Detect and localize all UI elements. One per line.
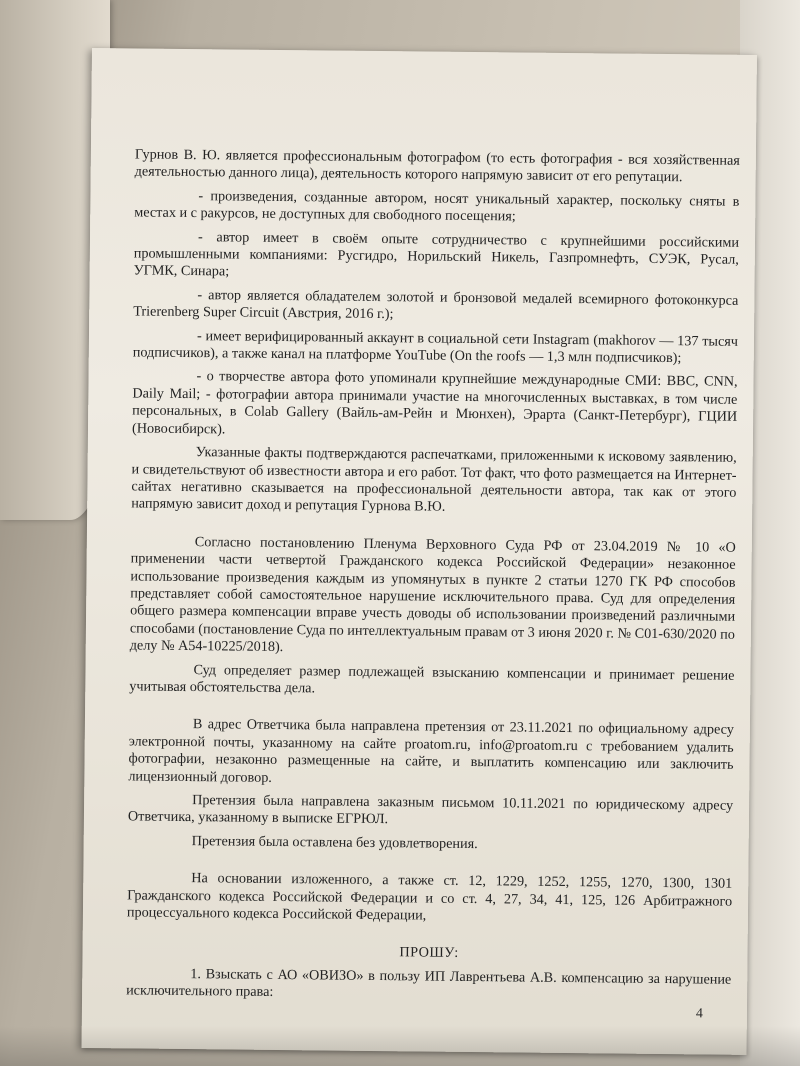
paragraph-claim-mail: Претензия была направлена заказным письмом 10.11.2021 по юридическому адресу Ответчика, указанному в выписке ЕГРЮЛ. (127, 792, 734, 828)
paragraph-medals: - автор является обладателем золотой и бронзовой медалей всемирного фотоконкурса Trierenberg Super Circuit (Австрия, 2016 г.); (133, 286, 739, 323)
paragraph-media: - о творчестве автора фото упоминали крупнейшие международные СМИ: BBC, CNN, Daily Mail; - фотографии автора принимали участие на многочисленных выставках, в том числе персональных, в Colab Gallery (Вайль-ам-Рейн и Мюнхен), Эрарта (Санкт-Петербург), ГЦИИ (Новосибирск). (131, 368, 738, 438)
paragraph-claim-rejected: Претензия была оставлена без удовлетворения. (191, 832, 478, 852)
paragraph-claim-email: В адрес Ответчика была направлена претензия от 23.11.2021 по официальному адресу электронной почты, указанному на сайте proatom.ru, info@proatom.ru с требованием удалить фотографии, незаконно размещенные на сайте, и выплатить компенсацию или заключить лицензионный договор. (128, 716, 734, 786)
page-number: 4 (695, 1006, 703, 1022)
document-body (126, 146, 740, 1012)
paragraph-facts: Указанные факты подтверждаются распечатками, приложенными к исковому заявлению, и свидетельствуют об известности автора и его работ. Тот факт, что фото размещается на Интернет-сайтах негативно сказывается на профессиональной деятельности автора, так как от этого напрямую зависит доход и репутация Гурнова В.Ю. (131, 444, 737, 516)
paragraph-court: Суд определяет размер подлежащей взысканию компенсации и принимает решение учитывая обстоятельства дела. (129, 661, 735, 697)
request-heading: ПРОШУ: (399, 944, 459, 962)
paragraph-plenum: Согласно постановлению Пленума Верховного Суда РФ от 23.04.2019 № 10 «О применении части четвертой Гражданского кодекса Российской Федерации» незаконное использование произведения каждым из упомянутых в пункте 2 статьи 1270 ГК РФ способов представляет собой самостоятельное нарушение исключительного права. Суд для определения общего размера компенсации вправе учесть доводы об использовании произведений различными способами (постановление Суда по интеллектуальным правам от 3 июня 2020 г. № С01-630/2020 по делу № А54-10225/2018). (129, 533, 736, 656)
paragraph-reputation: Гурнов В. Ю. является профессиональным фотографом (то есть фотография - вся хозяйственная деятельностью данного лица), деятельность которого напрямую зависит от его репутации. (134, 146, 740, 186)
paragraph-social: - имеет верифицированный аккаунт в социальной сети Instagram (makhorov — 137 тысяч подписчиков), а также канал на платформе YouTube (On the roofs — 1,3 млн подписчиков); (132, 327, 739, 367)
document-page (82, 48, 757, 1055)
shadow (0, 1026, 800, 1066)
paragraph-legal-basis: На основании изложенного, а также ст. 12, 1229, 1252, 1255, 1270, 1300, 1301 Гражданского кодекса Российской Федерации и со ст. 4, 27, 34, 41, 125, 126 Арбитражного процессуального кодекса Российской Федерации, (126, 870, 733, 924)
request-item-1: 1. Взыскать с АО «ОВИЗО» в пользу ИП Лаврентьева А.В. компенсацию за нарушение исключительного права: (126, 965, 732, 1001)
paragraph-cooperation: - автор имеет в своём опыте сотрудничество с крупнейшими российскими промышленными компаниями: Русгидро, Норильский Никель, Газпромнефть, СУЭК, Русал, УГМК, Синара; (133, 228, 740, 280)
paragraph-unique: - произведения, созданные автором, носят уникальный характер, поскольку сняты в местах и с ракурсов, не доступных для свободного посещения; (134, 187, 740, 225)
